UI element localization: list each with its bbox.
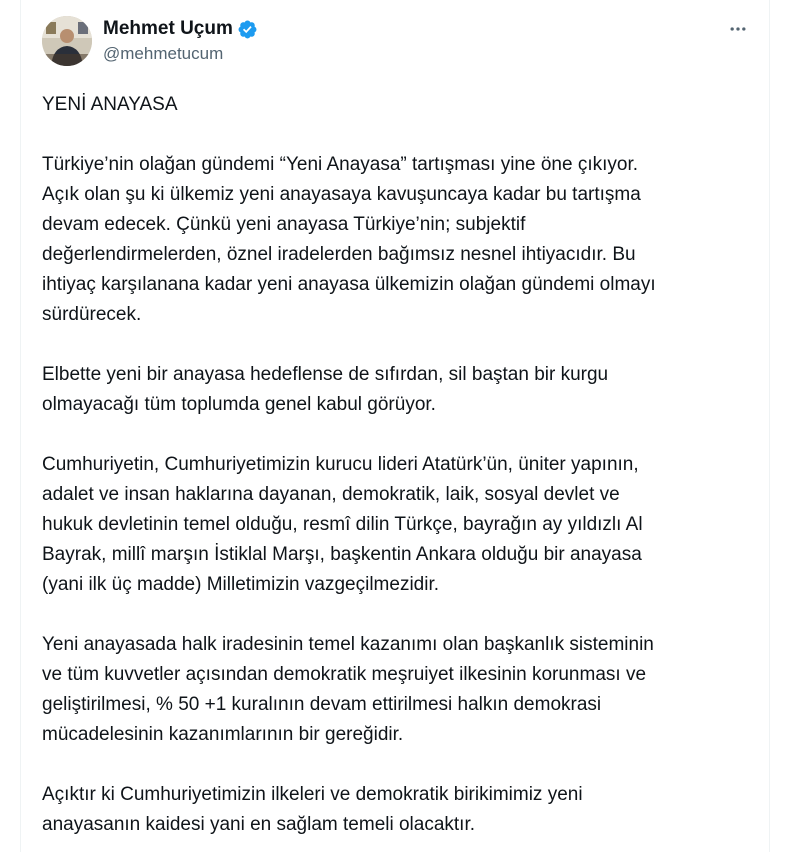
- tweet-paragraph: Türkiye’nin olağan gündemi “Yeni Anayasa” tartışması yine öne çıkıyor. Açık olan şu ki ülkemiz yeni anayasaya kavuşuncaya kadar bu tartışma devam edecek. Çünkü yeni anayasa Türkiye’nin; subjektif değerlendirmelerden, öznel iradelerden bağımsız nesnel ihtiyacıdır. Bu ihtiyaç karşılanana kadar yeni anayasa ülkemizin olağan gündemi olmayı sürdürecek.: [42, 154, 656, 325]
- profile-photo-icon: [42, 16, 92, 66]
- more-dots-icon: [728, 19, 748, 39]
- author-handle[interactable]: @mehmetucum: [103, 44, 224, 63]
- avatar[interactable]: [42, 16, 92, 66]
- author-name-row[interactable]: [103, 17, 258, 41]
- tweet-title: YENİ ANAYASA: [42, 94, 178, 115]
- tweet-text: [42, 90, 742, 852]
- author-display-name[interactable]: Mehmet Uçum: [103, 18, 233, 39]
- tweet-card: [20, 0, 770, 852]
- tweet-paragraph: Açıktır ki Cumhuriyetimizin ilkeleri ve demokratik birikimimiz yeni anayasanın kaidesi yani en sağlam temeli olacaktır.: [42, 784, 583, 835]
- tweet-paragraph: Cumhuriyetin, Cumhuriyetimizin kurucu lideri Atatürk’ün, üniter yapının, adalet ve insan haklarına dayanan, demokratik, laik, sosyal devlet ve hukuk devletinin temel olduğu, resmî dilin Türkçe, bayrağın ay yıldızlı Al Bayrak, millî marşın İstiklal Marşı, başkentin Ankara olduğu bir anayasa (yani ilk üç madde) Milletimizin vazgeçilmezidir.: [42, 454, 643, 595]
- more-options-button[interactable]: [727, 18, 749, 40]
- verified-badge-icon[interactable]: [237, 19, 258, 40]
- tweet-paragraph: Elbette yeni bir anayasa hedeflense de sıfırdan, sil baştan bir kurgu olmayacağı tüm toplumda genel kabul görüyor.: [42, 364, 609, 415]
- tweet-paragraph: Yeni anayasada halk iradesinin temel kazanımı olan başkanlık sisteminin ve tüm kuvvetler açısından demokratik meşruiyet ilkesinin korunması ve geliştirilmesi, % 50 +1 kuralının devam ettirilmesi halkın demokrasi mücadelesinin kazanımlarının bir gereğidir.: [42, 634, 654, 745]
